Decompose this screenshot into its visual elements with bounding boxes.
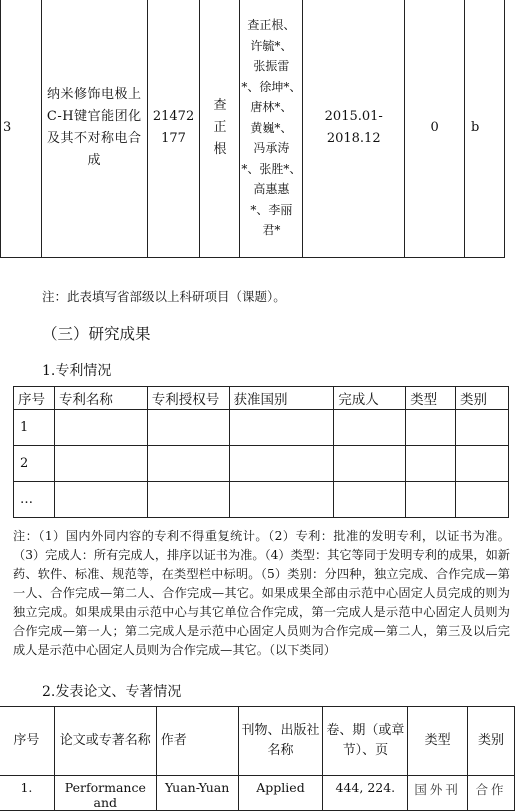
section-title: （三）研究成果 [42, 325, 151, 343]
author-line: *、李丽 [250, 202, 293, 217]
col-header: 卷、期（或章节）、页 [323, 707, 408, 776]
table-cell [406, 446, 456, 482]
table-cell [147, 482, 229, 518]
table-cell [147, 410, 229, 446]
author-line: 许毓*、 [250, 38, 293, 53]
col-header: 专利名称 [54, 387, 147, 410]
paper-title: Performance and [54, 776, 156, 811]
table-cell [54, 482, 147, 518]
col-header: 类别 [456, 387, 509, 410]
table-header-row [14, 387, 509, 410]
project-pi: 查正根 [200, 0, 240, 258]
paper-heading: 2.发表论文、专著情况 [42, 684, 182, 700]
project-period: 2015.01-2018.12 [303, 0, 405, 258]
author-line: 冯承涛 [253, 141, 290, 156]
col-header: 序号 [0, 707, 54, 776]
author-line: 张振雷 [253, 59, 290, 74]
table-row [14, 482, 509, 518]
table-cell [334, 482, 406, 518]
table-cell [54, 446, 147, 482]
row-index: 3 [1, 0, 42, 258]
table-row [0, 776, 515, 811]
table-row [14, 410, 509, 446]
author-line: 查正根、 [247, 18, 296, 33]
table-cell [334, 446, 406, 482]
col-header: 刊物、出版社名称 [238, 707, 323, 776]
paper-table [0, 706, 515, 811]
project-note: 注：此表填写省部级以上科研项目（课题）。 [42, 289, 286, 304]
table-cell [406, 482, 456, 518]
project-number: 21472177 [147, 0, 200, 258]
table-cell [229, 482, 334, 518]
table-cell [147, 446, 229, 482]
table-cell [456, 482, 509, 518]
table-row [14, 446, 509, 482]
row-index: 1. [0, 776, 54, 811]
row-index: 2 [14, 446, 55, 482]
col-header: 作者 [156, 707, 238, 776]
table-header-row [0, 707, 515, 776]
col-header: 类型 [406, 387, 456, 410]
col-header: 类型 [408, 707, 468, 776]
project-amount: 0 [405, 0, 465, 258]
project-authors [240, 0, 303, 258]
paper-author: Yuan-Yuan [156, 776, 238, 811]
col-header: 序号 [14, 387, 55, 410]
col-header: 获准国别 [229, 387, 334, 410]
paper-type: 国外刊 [408, 776, 468, 811]
patent-heading: 1.专利情况 [42, 363, 112, 379]
col-header: 专利授权号 [147, 387, 229, 410]
author-line: 黄巍*、 [250, 120, 293, 135]
paper-journal: Applied [238, 776, 323, 811]
patent-note: 注：（1）国内外同内容的专利不得重复统计。（2）专利：批准的发明专利，以证书为准。（3）完成人：所有完成人，排序以证书为准。（4）类型：其它等同于发明专利的成果，如新药、软件、标准、规范等，在类型栏中标明。（5）类别：分四种，独立完成、合作完成—第一人、合作完成—第二人、合作完成—其它。如果成果全部由示范中心固定人员完成的则为独立完成。如果成果由示范中心与其它单位合作完成，第一完成人是示范中心固定人员则为合作完成—第一人；第二完成人是示范中心固定人员则为合作完成—第二人，第三及以后完成人是示范中心固定人员则为合作完成—其它。（以下类同） [13, 529, 510, 657]
author-line: *、徐坤*、 [241, 79, 302, 94]
author-line: 唐林*、 [250, 100, 293, 115]
author-line: 君* [262, 223, 281, 238]
row-index: 1 [14, 410, 55, 446]
table-cell [334, 410, 406, 446]
table-cell [229, 446, 334, 482]
table-cell [229, 410, 334, 446]
author-line: 高惠惠 [253, 182, 290, 197]
paper-category: 合作 [468, 776, 515, 811]
table-row [1, 0, 505, 258]
col-header: 完成人 [334, 387, 406, 410]
table-cell [456, 410, 509, 446]
project-title: 纳米修饰电极上C-H键官能团化及其不对称电合成 [41, 0, 147, 258]
table-cell [54, 410, 147, 446]
project-type: b [465, 0, 505, 258]
table-cell [406, 410, 456, 446]
col-header: 类别 [468, 707, 515, 776]
paper-volume: 444, 224. [323, 776, 408, 811]
author-line: *、张胜*、 [241, 161, 302, 176]
patent-table [13, 386, 509, 518]
col-header: 论文或专著名称 [54, 707, 156, 776]
table-cell [456, 446, 509, 482]
row-index: … [14, 482, 55, 518]
project-table [0, 0, 505, 258]
